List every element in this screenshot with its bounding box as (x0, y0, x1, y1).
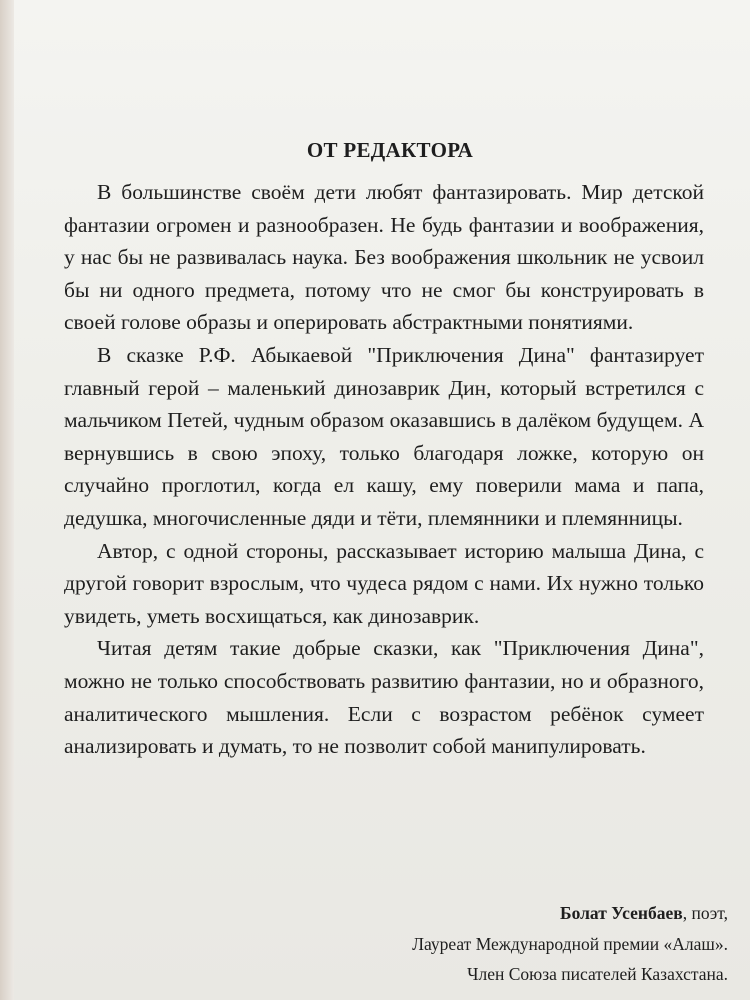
signature-block (412, 898, 728, 990)
paragraph-2: В сказке Р.Ф. Абыкаевой "Приключения Дина" фантазирует главный герой – маленький динозаврик Дин, который встретился с мальчиком Петей, чудным образом оказавшись в далёком будущем. А вернувшись в свою эпоху, только благодаря ложке, которую он случайно проглотил, когда ел кашу, ему поверили мама и папа, дедушка, многочисленные дяди и тёти, племянники и племянницы. (64, 342, 704, 530)
body-text (64, 176, 704, 763)
paragraph-1: В большинстве своём дети любят фантазировать. Мир детской фантазии огромен и разнообразен. Не будь фантазии и воображения, у нас бы не развивалась наука. Без воображения школьник не усвоил бы ни одного предмета, потому что не смог бы конструировать в своей голове образы и оперировать абстрактными понятиями. (64, 180, 704, 335)
page-title: ОТ РЕДАКТОРА (306, 138, 474, 162)
signature-line-1 (412, 898, 728, 929)
author-name: Болат Усенбаев (560, 903, 683, 923)
author-role: , поэт, (682, 903, 728, 923)
signature-line-3: Член Союза писателей Казахстана. (467, 964, 728, 984)
paragraph-4: Читая детям такие добрые сказки, как "Приключения Дина", можно не только способствовать развитию фантазии, но и образного, аналитического мышления. Если с возрастом ребёнок сумеет анализировать и думать, то не позволит собой манипулировать. (64, 636, 704, 759)
paragraph-3: Автор, с одной стороны, рассказывает историю малыша Дина, с другой говорит взрослым, что чудеса рядом с нами. Их нужно только увидеть, уметь восхищаться, как динозаврик. (64, 538, 704, 628)
signature-line-2: Лауреат Международной премии «Алаш». (412, 933, 728, 954)
